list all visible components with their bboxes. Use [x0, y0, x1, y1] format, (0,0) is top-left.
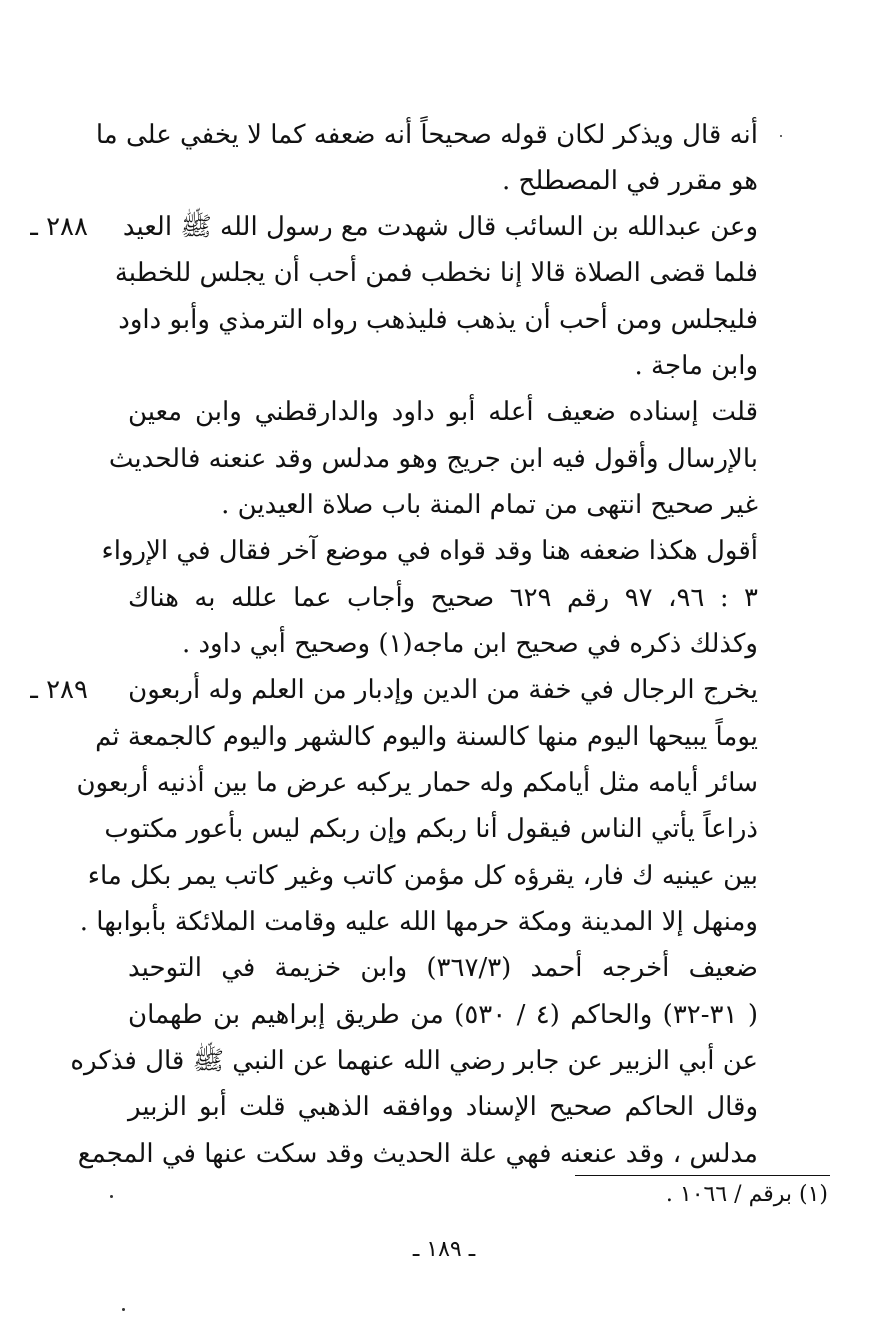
hadith-288-line-1: وعن عبدالله بن السائب قال شهدت مع رسول الله ﷺ العيد	[122, 212, 758, 242]
hadith-288-line-4: وابن ماجة .	[634, 351, 758, 381]
hadith-289-line-3: سائر أيامه مثل أيامكم وله حمار يركبه عرض ما بين أذنيه أربعون	[76, 768, 758, 798]
hadith-289-number: ٢٨٩ ـ	[30, 675, 88, 705]
scan-speck	[780, 135, 782, 137]
hadith-288-line-2: فلما قضى الصلاة قالا إنا نخطب فمن أحب أن يجلس للخطبة	[114, 258, 758, 288]
page-number: ـ ١٨٩ ـ	[412, 1237, 476, 1262]
comment-289-line-3: عن أبي الزبير عن جابر رضي الله عنهما عن النبي ﷺ قال فذكره	[70, 1046, 758, 1076]
comment-288-line-5: ٣ : ٩٦، ٩٧ رقم ٦٢٩ صحيح وأجاب عما علله به هناك	[128, 583, 759, 613]
hadith-289-line-5: بين عينيه ك فار، يقرؤه كل مؤمن كاتب وغير كاتب يمر بكل ماء	[87, 861, 758, 891]
hadith-288-line-3: فليجلس ومن أحب أن يذهب فليذهب رواه الترمذي وأبو داود	[118, 305, 758, 335]
intro-line-1: أنه قال ويذكر لكان قوله صحيحاً أنه ضعفه كما لا يخفي على ما	[95, 120, 758, 150]
hadith-289-line-6: ومنهل إلا المدينة ومكة حرمها الله عليه وقامت الملائكة بأبوابها .	[79, 907, 758, 937]
hadith-289-line-4: ذراعاً يأتي الناس فيقول أنا ربكم وإن ربكم ليس بأعور مكتوب	[104, 814, 758, 844]
comment-289-line-1: ضعيف أخرجه أحمد (٣٦٧/٣) وابن خزيمة في التوحيد	[128, 953, 758, 983]
comment-289-line-4: وقال الحاكم صحيح الإسناد ووافقه الذهبي قلت أبو الزبير	[128, 1092, 758, 1122]
footnote-separator	[575, 1175, 830, 1176]
comment-289-line-2: ( ٣١-٣٢) والحاكم (٤ / ٥٣٠) من طريق إبراهيم بن طهمان	[128, 1000, 758, 1030]
comment-288-line-6: وكذلك ذكره في صحيح ابن ماجه(١) وصحيح أبي داود .	[181, 629, 758, 659]
scan-speck	[110, 1195, 113, 1198]
comment-288-line-3: غير صحيح انتهى من تمام المنة باب صلاة العيدين .	[221, 490, 758, 520]
footnote: (١) برقم / ١٠٦٦ .	[665, 1182, 828, 1207]
intro-line-2: هو مقرر في المصطلح .	[502, 166, 758, 196]
comment-288-line-4: أقول هكذا ضعفه هنا وقد قواه في موضع آخر فقال في الإرواء	[101, 536, 758, 566]
scan-speck	[122, 1308, 125, 1311]
hadith-289-line-2: يوماً يبيحها اليوم منها كالسنة واليوم كالشهر واليوم كالجمعة ثم	[95, 722, 758, 752]
hadith-289-line-1: يخرج الرجال في خفة من الدين وإدبار من العلم وله أربعون	[128, 675, 758, 705]
comment-288-line-2: بالإرسال وأقول فيه ابن جريج وهو مدلس وقد عنعنه فالحديث	[108, 444, 758, 474]
comment-288-line-1: قلت إسناده ضعيف أعله أبو داود والدارقطني وابن معين	[128, 397, 758, 427]
hadith-288-number: ٢٨٨ ـ	[30, 212, 88, 242]
comment-289-line-5: مدلس ، وقد عنعنه فهي علة الحديث وقد سكت عنها في المجمع	[77, 1139, 758, 1169]
